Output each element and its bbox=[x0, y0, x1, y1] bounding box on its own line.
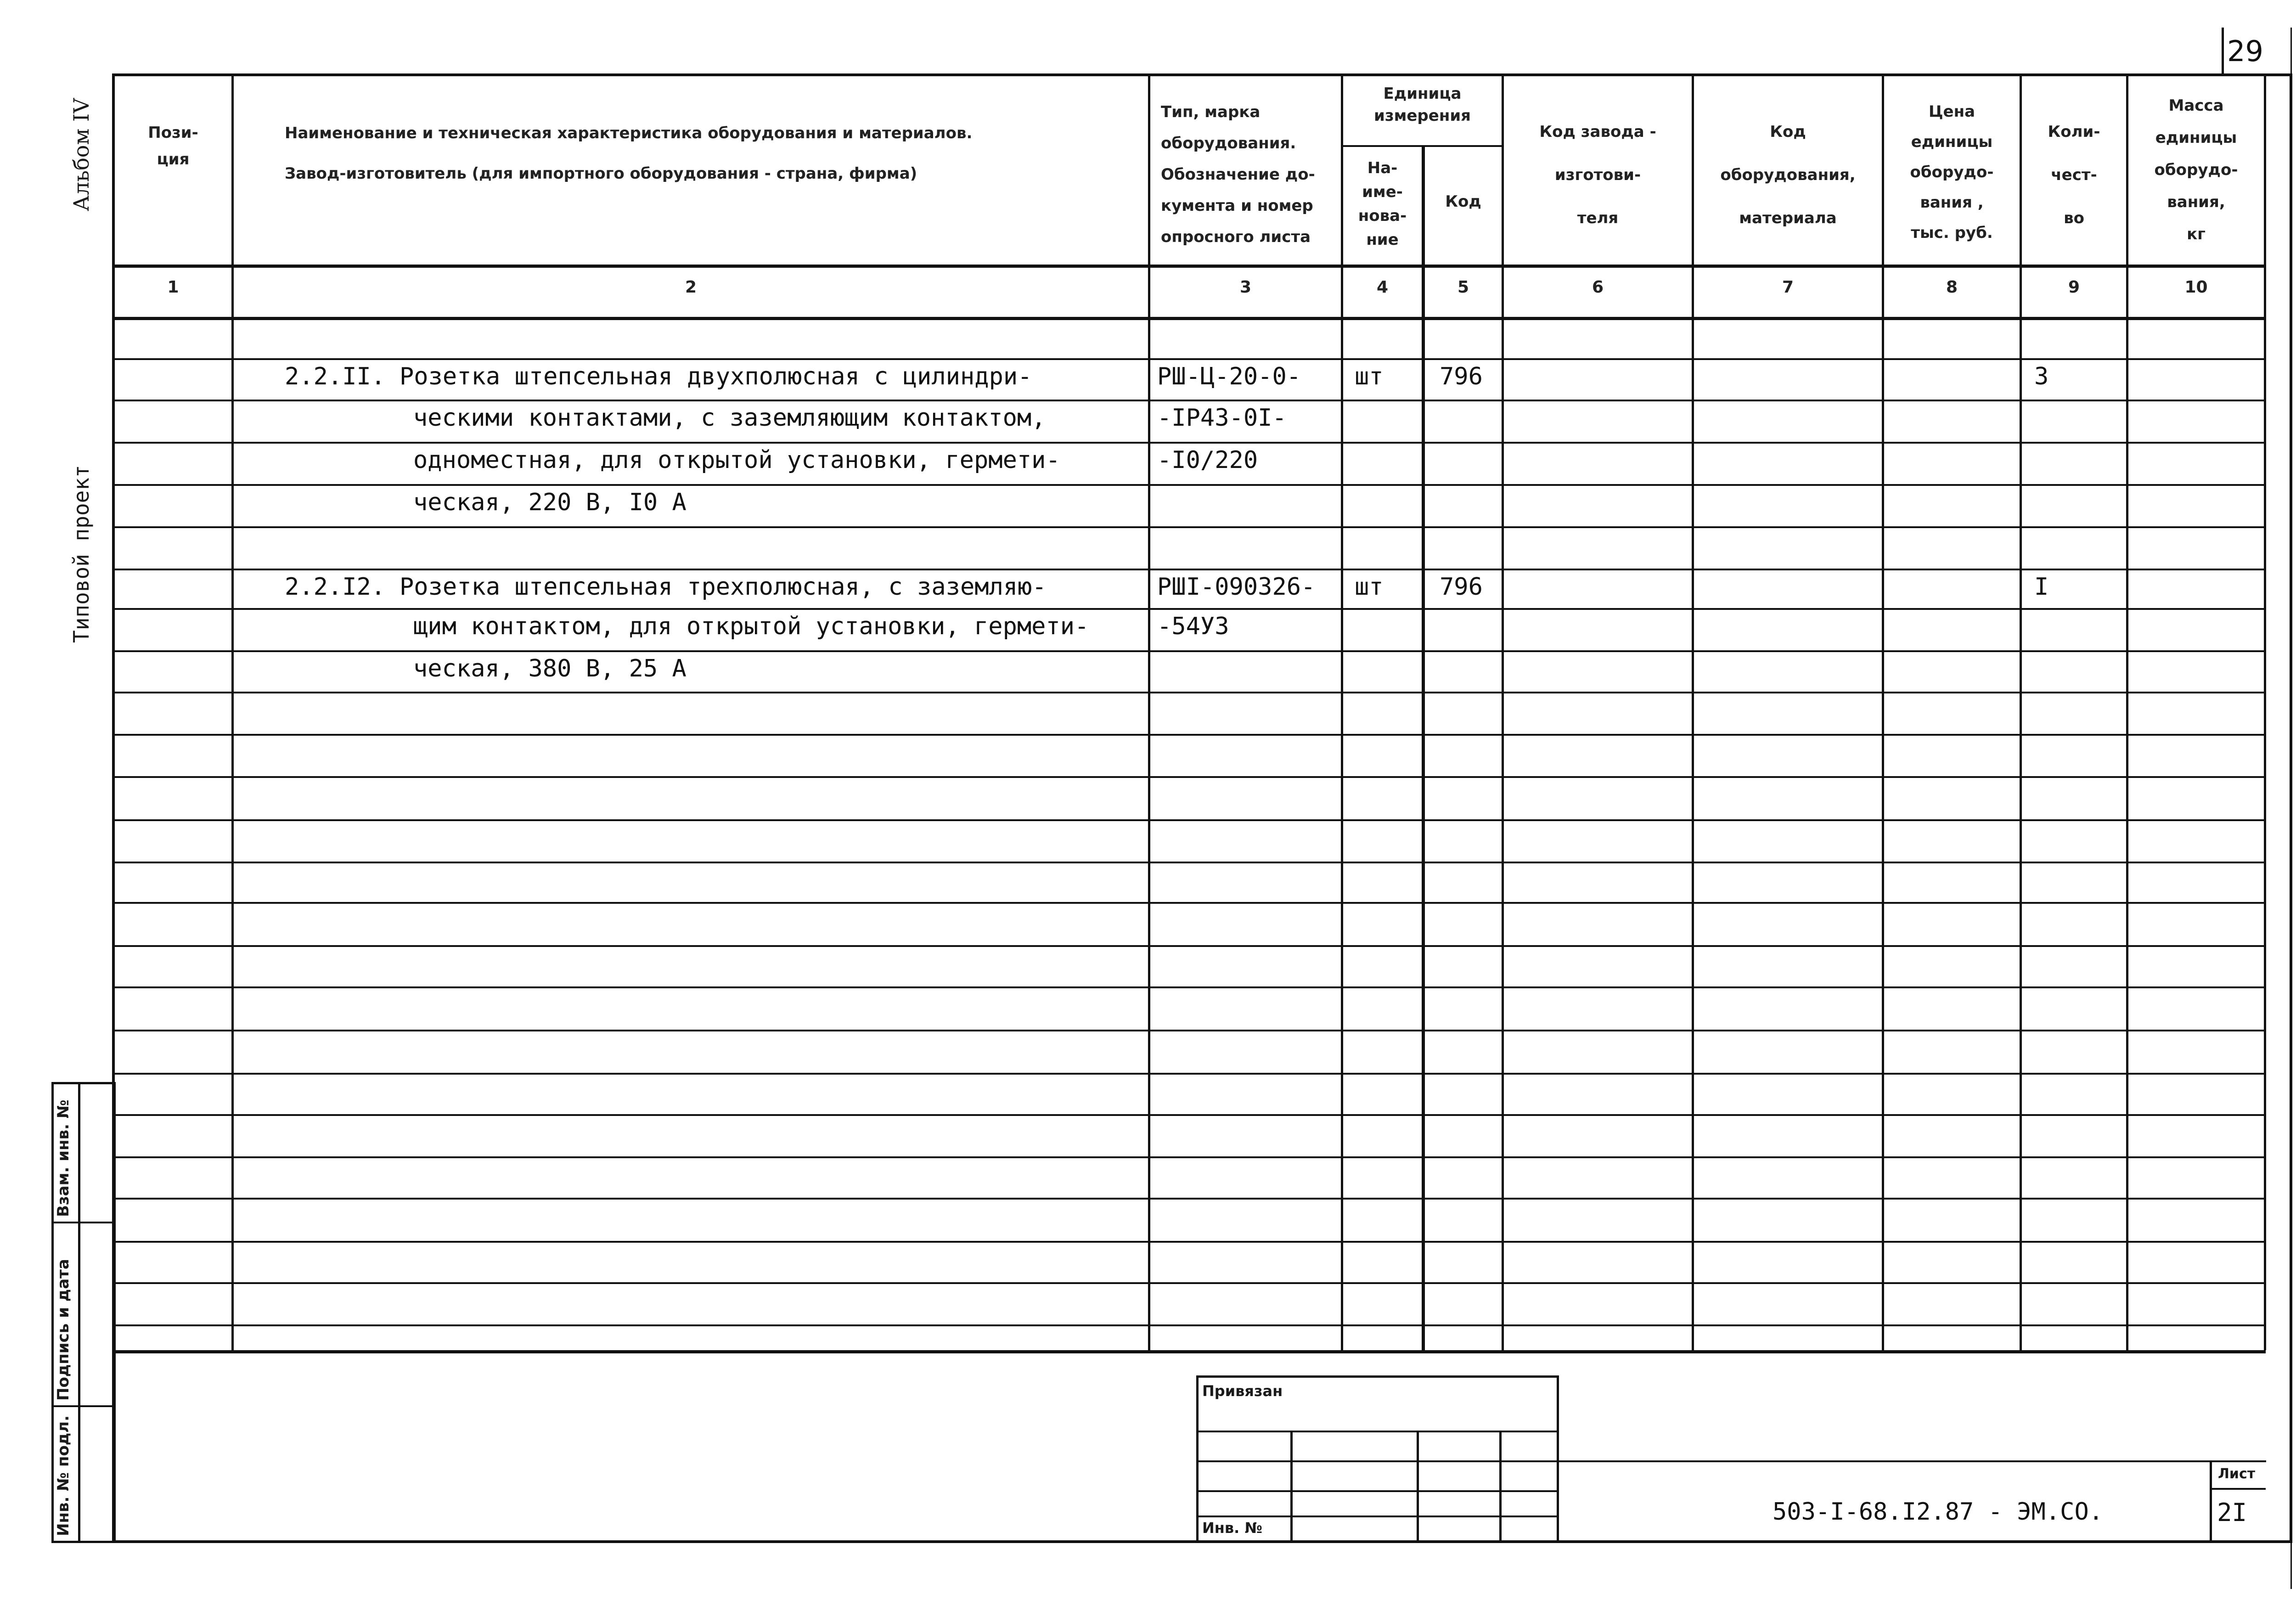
row-name: ческая, 220 В, I0 А bbox=[413, 489, 687, 516]
header-col3-line3: Обозначение до- bbox=[1161, 165, 1315, 184]
binding-block bbox=[1196, 1375, 1559, 1543]
row-rule bbox=[112, 862, 2266, 863]
row-rule bbox=[112, 608, 2266, 610]
row-type: РШ-Ц-20-0- bbox=[1157, 363, 1301, 390]
header-col9-line1: Коли- bbox=[2048, 123, 2100, 141]
row-rule bbox=[112, 734, 2266, 736]
header-col4-line4: ние bbox=[1366, 231, 1399, 249]
project-label: Типовой проект bbox=[69, 465, 94, 643]
doc-block-top-line bbox=[1559, 1460, 2266, 1462]
header-col10-line3: оборудо- bbox=[2154, 161, 2238, 179]
col-number-3: 3 bbox=[1239, 278, 1252, 297]
col-number-5: 5 bbox=[1457, 278, 1469, 297]
row-rule bbox=[112, 400, 2266, 401]
row-type: -I0/220 bbox=[1157, 446, 1258, 474]
row-name: Розетка штепсельная трехполюсная, с заземляю- bbox=[400, 573, 1047, 601]
row-name: щим контактом, для открытой установки, гермети- bbox=[413, 613, 1089, 640]
binding-line-3 bbox=[1196, 1490, 1559, 1492]
header-col3-line4: кумента и номер bbox=[1161, 197, 1313, 215]
col-number-4: 4 bbox=[1376, 278, 1389, 297]
unit-group-line bbox=[1341, 145, 1504, 147]
row-rule bbox=[112, 776, 2266, 778]
row-position: 2.2.II. bbox=[285, 363, 386, 390]
page-number-divider bbox=[2222, 28, 2224, 73]
header-col3-line1: Тип, марка bbox=[1161, 103, 1261, 121]
replace-inv-label: Взам. инв. № bbox=[54, 1099, 73, 1217]
header-col7-line1: Код bbox=[1770, 123, 1806, 141]
col-number-9: 9 bbox=[2068, 278, 2080, 297]
row-rule bbox=[112, 945, 2266, 947]
header-col4 bbox=[1343, 156, 1422, 252]
header-col9 bbox=[2022, 110, 2126, 240]
header-col6-line3: теля bbox=[1577, 209, 1619, 227]
binding-line-2 bbox=[1196, 1460, 1559, 1462]
row-rule bbox=[112, 1241, 2266, 1243]
sheet-box-line bbox=[2210, 1460, 2212, 1543]
header-col10-line2: единицы bbox=[2155, 129, 2237, 147]
header-col4-line2: име- bbox=[1362, 183, 1403, 201]
header-col1 bbox=[115, 119, 231, 173]
sheet-label: Лист bbox=[2218, 1466, 2256, 1482]
bound-label: Привязан bbox=[1202, 1382, 1283, 1400]
row-code: 796 bbox=[1440, 363, 1483, 390]
col-number-2: 2 bbox=[685, 278, 697, 297]
row-type: РШI-090326- bbox=[1157, 573, 1316, 601]
header-col10-line4: вания, bbox=[2167, 193, 2225, 211]
row-rule bbox=[112, 526, 2266, 528]
row-rule bbox=[112, 442, 2266, 444]
row-rule bbox=[112, 1324, 2266, 1326]
row-rule bbox=[112, 569, 2266, 570]
row-quantity: I bbox=[2034, 573, 2049, 601]
row-rule bbox=[112, 1030, 2266, 1031]
header-col8-line2: единицы bbox=[1911, 133, 1993, 151]
header-bottom-line bbox=[112, 265, 2266, 268]
side-stamp-sep-1 bbox=[51, 1222, 116, 1223]
row-rule bbox=[112, 1282, 2266, 1284]
row-rule bbox=[112, 1073, 2266, 1075]
row-name: ческая, 380 В, 25 А bbox=[413, 655, 687, 682]
row-rule bbox=[112, 650, 2266, 652]
row-rule bbox=[112, 692, 2266, 693]
col-number-8: 8 bbox=[1946, 278, 1958, 297]
binding-line-1 bbox=[1196, 1431, 1559, 1432]
header-col3-line2: оборудования. bbox=[1161, 134, 1296, 152]
binding-inv-label: Инв. № bbox=[1202, 1519, 1262, 1537]
header-col8-line3: оборудо- bbox=[1910, 163, 1994, 181]
header-col1-line2: ция bbox=[157, 150, 190, 169]
table-bottom-line bbox=[112, 1350, 2266, 1353]
row-rule bbox=[112, 819, 2266, 821]
album-label: Альбом IV bbox=[69, 98, 94, 211]
col-line-4 bbox=[1422, 145, 1425, 1350]
sheet-number: 2I bbox=[2217, 1498, 2247, 1527]
header-col3 bbox=[1161, 96, 1340, 253]
header-col8 bbox=[1884, 96, 2020, 248]
right-edge-line bbox=[2290, 28, 2292, 1589]
row-position: 2.2.I2. bbox=[285, 573, 386, 601]
row-unit: шт bbox=[1355, 363, 1384, 390]
header-col10-line1: Масса bbox=[2168, 96, 2224, 115]
row-unit: шт bbox=[1355, 573, 1384, 601]
numbers-bottom-line bbox=[112, 317, 2266, 320]
header-col2-line2: Завод-изготовитель (для импортного оборудования - страна, фирма) bbox=[285, 164, 917, 183]
row-rule bbox=[112, 1198, 2266, 1200]
col-number-10: 10 bbox=[2184, 278, 2208, 297]
header-col6-line1: Код завода - bbox=[1539, 123, 1656, 141]
header-col5: Код bbox=[1445, 192, 1481, 211]
row-quantity: 3 bbox=[2034, 363, 2049, 390]
binding-line-4 bbox=[1196, 1515, 1559, 1517]
header-col6-line2: изготови- bbox=[1554, 166, 1641, 184]
header-col9-line3: во bbox=[2064, 209, 2084, 227]
header-col3-line5: опросного листа bbox=[1161, 228, 1311, 246]
header-col1-line1: Пози- bbox=[148, 124, 198, 142]
row-rule bbox=[112, 358, 2266, 360]
header-col8-line1: Цена bbox=[1928, 102, 1975, 121]
header-unit-line2: измерения bbox=[1374, 107, 1471, 125]
header-col7 bbox=[1694, 110, 1882, 240]
row-code: 796 bbox=[1440, 573, 1483, 601]
binding-vline-1 bbox=[1290, 1431, 1293, 1543]
header-unit-line1: Единица bbox=[1383, 85, 1462, 103]
signature-date-label: Подпись и дата bbox=[54, 1259, 73, 1401]
row-name: ческими контактами, с заземляющим контактом, bbox=[413, 404, 1046, 432]
header-col4-line1: На- bbox=[1367, 159, 1398, 177]
row-name: Розетка штепсельная двухполюсная с цилиндри- bbox=[400, 363, 1032, 390]
row-type: -IP43-0I- bbox=[1157, 404, 1287, 432]
row-type: -54У3 bbox=[1157, 613, 1229, 640]
side-stamp-divider bbox=[78, 1082, 80, 1543]
page-number: 29 bbox=[2227, 34, 2263, 68]
header-col6 bbox=[1504, 110, 1692, 240]
header-col9-line2: чест- bbox=[2051, 166, 2097, 184]
header-col7-line3: материала bbox=[1739, 209, 1837, 227]
col-number-6: 6 bbox=[1592, 278, 1604, 297]
header-col2 bbox=[285, 119, 1143, 187]
side-stamp-sep-2 bbox=[51, 1405, 116, 1407]
row-rule bbox=[112, 484, 2266, 486]
row-rule bbox=[112, 1156, 2266, 1158]
header-col4-line3: нова- bbox=[1358, 207, 1407, 225]
header-col7-line2: оборудования, bbox=[1720, 166, 1856, 184]
row-rule bbox=[112, 902, 2266, 904]
header-col8-line5: тыс. руб. bbox=[1911, 224, 1993, 242]
header-col8-line4: вания , bbox=[1920, 193, 1984, 212]
binding-vline-3 bbox=[1499, 1431, 1502, 1543]
original-inv-label: Инв. № подл. bbox=[54, 1415, 73, 1536]
header-col2-line1: Наименование и техническая характеристика оборудования и материалов. bbox=[285, 124, 973, 142]
row-rule bbox=[112, 986, 2266, 988]
header-col10-line5: кг bbox=[2187, 225, 2206, 243]
row-rule bbox=[112, 1114, 2266, 1116]
sheet-box-mid-line bbox=[2210, 1488, 2266, 1490]
header-unit-group bbox=[1343, 83, 1502, 127]
binding-vline-2 bbox=[1417, 1431, 1419, 1543]
col-number-1: 1 bbox=[167, 278, 179, 297]
row-name: одноместная, для открытой установки, гермети- bbox=[413, 446, 1060, 474]
col-number-7: 7 bbox=[1782, 278, 1794, 297]
header-col10 bbox=[2128, 90, 2264, 250]
document-code: 503-I-68.I2.87 - ЭМ.СО. bbox=[1773, 1498, 2104, 1526]
